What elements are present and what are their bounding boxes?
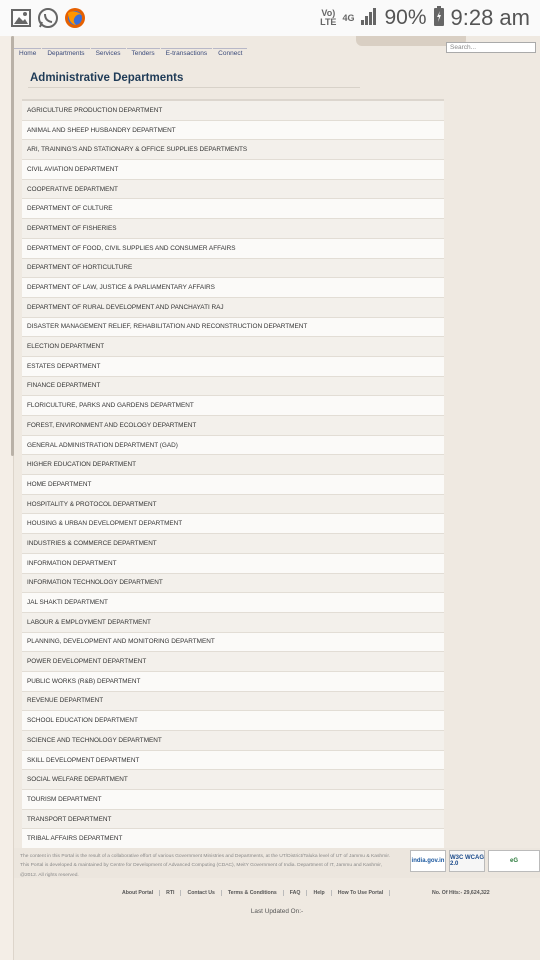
egov-logo[interactable]: eG — [488, 850, 540, 872]
department-link[interactable]: DEPARTMENT OF FISHERIES — [22, 219, 444, 239]
last-updated: Last Updated On:- — [250, 908, 304, 915]
department-link[interactable]: HIGHER EDUCATION DEPARTMENT — [22, 455, 444, 475]
department-list — [22, 101, 444, 849]
department-link[interactable]: ARI, TRAINING'S AND STATIONARY & OFFICE SUPPLIES DEPARTMENTS — [22, 140, 444, 160]
browser-viewport — [0, 36, 540, 960]
department-link[interactable]: DEPARTMENT OF RURAL DEVELOPMENT AND PANCHAYATI RAJ — [22, 298, 444, 318]
department-link[interactable]: TOURISM DEPARTMENT — [22, 790, 444, 810]
footer-links — [14, 887, 540, 899]
department-link[interactable]: LABOUR & EMPLOYMENT DEPARTMENT — [22, 613, 444, 633]
nav-services[interactable]: Services — [91, 48, 126, 59]
nav-e-transactions[interactable]: E-transactions — [161, 48, 213, 59]
signal-icon — [360, 7, 378, 30]
department-link[interactable]: DEPARTMENT OF HORTICULTURE — [22, 259, 444, 279]
india-gov-logo[interactable]: india.gov.in — [410, 850, 446, 872]
nav-departments[interactable]: Departments — [42, 48, 89, 59]
department-link[interactable]: FLORICULTURE, PARKS AND GARDENS DEPARTMENT — [22, 396, 444, 416]
department-link[interactable]: DISASTER MANAGEMENT RELIEF, REHABILITATION AND RECONSTRUCTION DEPARTMENT — [22, 318, 444, 338]
department-link[interactable]: AGRICULTURE PRODUCTION DEPARTMENT — [22, 101, 444, 121]
link-rti[interactable]: RTI — [160, 890, 181, 896]
link-faq[interactable]: FAQ — [284, 890, 308, 896]
department-link[interactable]: FOREST, ENVIRONMENT AND ECOLOGY DEPARTMENT — [22, 416, 444, 436]
nav-tenders[interactable]: Tenders — [127, 48, 160, 59]
department-link[interactable]: DEPARTMENT OF LAW, JUSTICE & PARLIAMENTARY AFFAIRS — [22, 278, 444, 298]
department-link[interactable]: DEPARTMENT OF FOOD, CIVIL SUPPLIES AND CONSUMER AFFAIRS — [22, 239, 444, 259]
department-link[interactable]: FINANCE DEPARTMENT — [22, 377, 444, 397]
department-link[interactable]: INFORMATION TECHNOLOGY DEPARTMENT — [22, 574, 444, 594]
hit-counter — [432, 890, 490, 896]
title-divider — [28, 87, 360, 88]
department-link[interactable]: ELECTION DEPARTMENT — [22, 337, 444, 357]
department-link[interactable]: DEPARTMENT OF CULTURE — [22, 199, 444, 219]
department-link[interactable]: HOME DEPARTMENT — [22, 475, 444, 495]
footer — [14, 848, 540, 878]
department-link[interactable]: HOUSING & URBAN DEVELOPMENT DEPARTMENT — [22, 514, 444, 534]
scrollbar-thumb[interactable] — [11, 36, 14, 456]
department-link[interactable]: CIVIL AVIATION DEPARTMENT — [22, 160, 444, 180]
department-link[interactable]: SCHOOL EDUCATION DEPARTMENT — [22, 711, 444, 731]
department-link[interactable]: SOCIAL WELFARE DEPARTMENT — [22, 770, 444, 790]
department-link[interactable]: SCIENCE AND TECHNOLOGY DEPARTMENT — [22, 731, 444, 751]
department-link[interactable]: GENERAL ADMINISTRATION DEPARTMENT (GAD) — [22, 436, 444, 456]
department-link[interactable]: HOSPITALITY & PROTOCOL DEPARTMENT — [22, 495, 444, 515]
department-link[interactable]: COOPERATIVE DEPARTMENT — [22, 180, 444, 200]
battery-percent: 90% — [384, 6, 427, 29]
department-link[interactable]: INDUSTRIES & COMMERCE DEPARTMENT — [22, 534, 444, 554]
department-link[interactable]: TRIBAL AFFAIRS DEPARTMENT — [22, 829, 444, 849]
link-contact-us[interactable]: Contact Us — [181, 890, 221, 896]
gallery-icon — [10, 7, 32, 29]
nav-home[interactable]: Home — [14, 48, 41, 59]
department-link[interactable]: REVENUE DEPARTMENT — [22, 692, 444, 712]
link-help[interactable]: Help — [307, 890, 331, 896]
clock: 9:28 am — [450, 5, 530, 30]
department-link[interactable]: INFORMATION DEPARTMENT — [22, 554, 444, 574]
department-link[interactable]: ANIMAL AND SHEEP HUSBANDRY DEPARTMENT — [22, 121, 444, 141]
nav-connect[interactable]: Connect — [213, 48, 247, 59]
link-how-to-use[interactable]: How To Use Portal — [332, 890, 390, 896]
department-link[interactable]: PLANNING, DEVELOPMENT AND MONITORING DEPARTMENT — [22, 633, 444, 653]
page-title: Administrative Departments — [30, 72, 184, 84]
footer-disclaimer: The content in this Portal is the result of a collaborative effort of various Government Ministries and Departments, at the UT/District/Taluka level of UT of Jammu & Kashmir. This Portal is developed & maintained by Centre for Development of Advanced Computing (CDAC), MeitY Government of India. Department of IT, Jammu and Kashmir, @2012. All rights reserved. — [20, 854, 391, 878]
volte-icon: Vo) LTE — [320, 8, 337, 27]
link-about-portal[interactable]: About Portal — [14, 890, 160, 896]
department-link[interactable]: POWER DEVELOPMENT DEPARTMENT — [22, 652, 444, 672]
network-4g-icon: 4G — [342, 12, 355, 23]
search-input[interactable] — [446, 42, 536, 53]
main-content — [22, 62, 444, 849]
battery-icon — [433, 6, 445, 31]
whatsapp-icon — [37, 7, 59, 29]
status-bar — [0, 0, 540, 36]
firefox-icon — [64, 7, 86, 29]
link-terms[interactable]: Terms & Conditions — [222, 890, 284, 896]
hits-value: 29,624,322 — [463, 890, 490, 896]
hits-label: No. Of Hits:- — [432, 890, 463, 896]
footer-logos — [410, 850, 540, 872]
w3c-wcag-logo[interactable]: W3C WCAG 2.0 — [449, 850, 485, 872]
department-link[interactable]: SKILL DEVELOPMENT DEPARTMENT — [22, 751, 444, 771]
department-link[interactable]: JAL SHAKTI DEPARTMENT — [22, 593, 444, 613]
department-link[interactable]: ESTATES DEPARTMENT — [22, 357, 444, 377]
department-link[interactable]: PUBLIC WORKS (R&B) DEPARTMENT — [22, 672, 444, 692]
department-link[interactable]: TRANSPORT DEPARTMENT — [22, 810, 444, 830]
